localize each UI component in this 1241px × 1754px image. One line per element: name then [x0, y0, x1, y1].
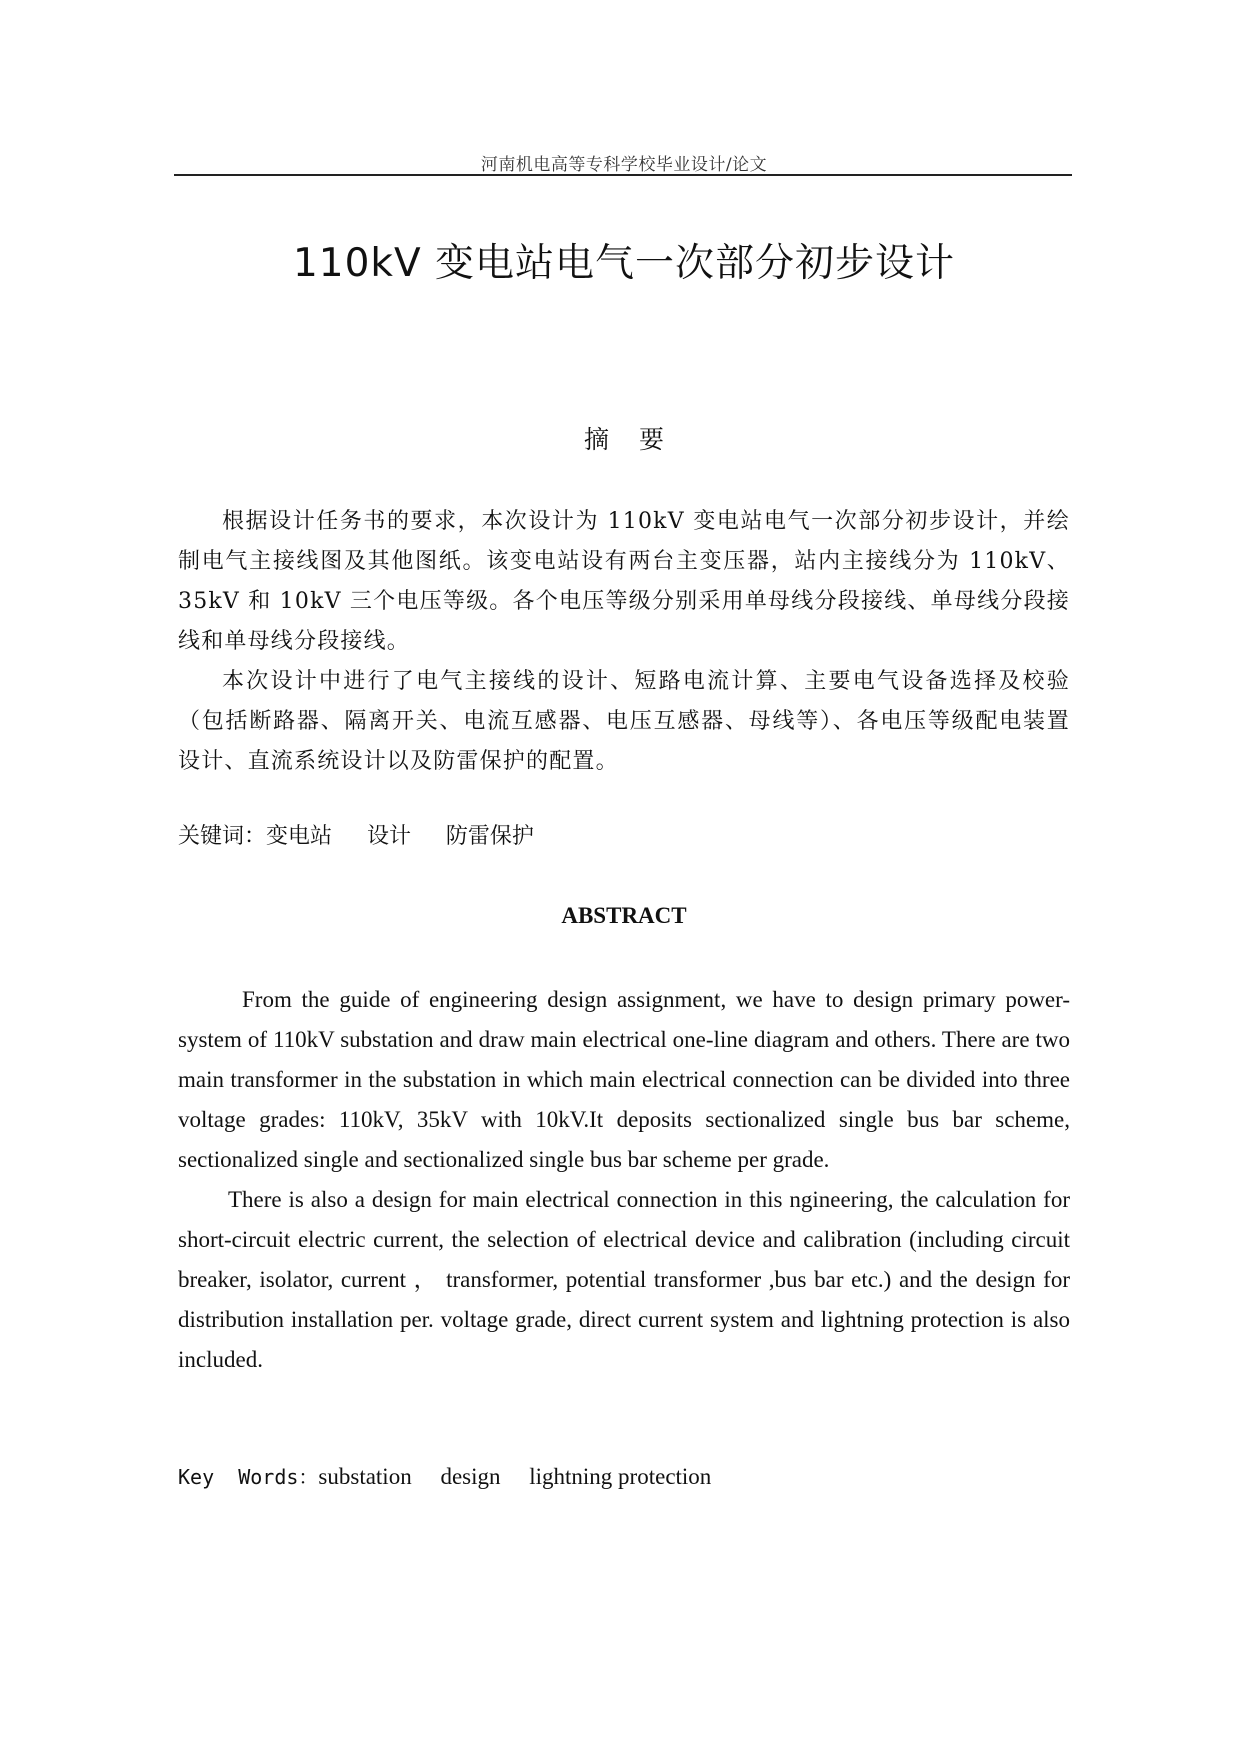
english-keywords	[178, 1462, 1070, 1492]
english-abstract-paragraph: There is also a design for main electrical connection in this ngineering, the calculation for short-circuit electric current, the selection of electrical device and calibration (including circuit breaker, isolator, current ， transformer, potential transformer ,bus bar etc.) and the design for distribution installation per. voltage grade, direct current system and lightning protection is also included.	[178, 1187, 1070, 1372]
chinese-abstract-paragraph: 根据设计任务书的要求，本次设计为 110kV 变电站电气一次部分初步设计，并绘制电气主接线图及其他图纸。该变电站设有两台主变压器，站内主接线分为 110kV、35kV 和 10kV 三个电压等级。各个电压等级分别采用单母线分段接线、单母线分段接线和单母线分段接线。	[178, 509, 1070, 654]
running-header: 河南机电高等专科学校毕业设计/论文	[480, 155, 768, 175]
thesis-title: 110kV 变电站电气一次部分初步设计	[292, 241, 956, 286]
english-abstract-paragraph: From the guide of engineering design assignment, we have to design primary power-system of 110kV substation and draw main electrical one-line diagram and others. There are two main transformer in the substation in which main electrical connection can be divided into three voltage grades: 110kV, 35kV with 10kV.It deposits sectionalized single bus bar scheme, sectionalized single and sectionalized single bus bar scheme per grade.	[178, 987, 1070, 1172]
chinese-abstract-heading	[178, 420, 1070, 456]
english-abstract-body	[178, 980, 1070, 1380]
chinese-abstract-heading-text: 摘要	[583, 425, 694, 454]
english-keywords-terms: substation design lightning protection	[318, 1464, 712, 1489]
english-abstract-heading: ABSTRACT	[561, 903, 687, 928]
english-keywords-label: Key Words：	[178, 1465, 319, 1489]
header-rule	[174, 174, 1072, 176]
chinese-keywords: 关键词：变电站 设计 防雷保护	[178, 824, 534, 849]
chinese-abstract-paragraph: 本次设计中进行了电气主接线的设计、短路电流计算、主要电气设备选择及校验（包括断路器、隔离开关、电流互感器、电压互感器、母线等）、各电压等级配电装置设计、直流系统设计以及防雷保护的配置。	[178, 669, 1070, 774]
chinese-abstract-body	[178, 502, 1070, 782]
